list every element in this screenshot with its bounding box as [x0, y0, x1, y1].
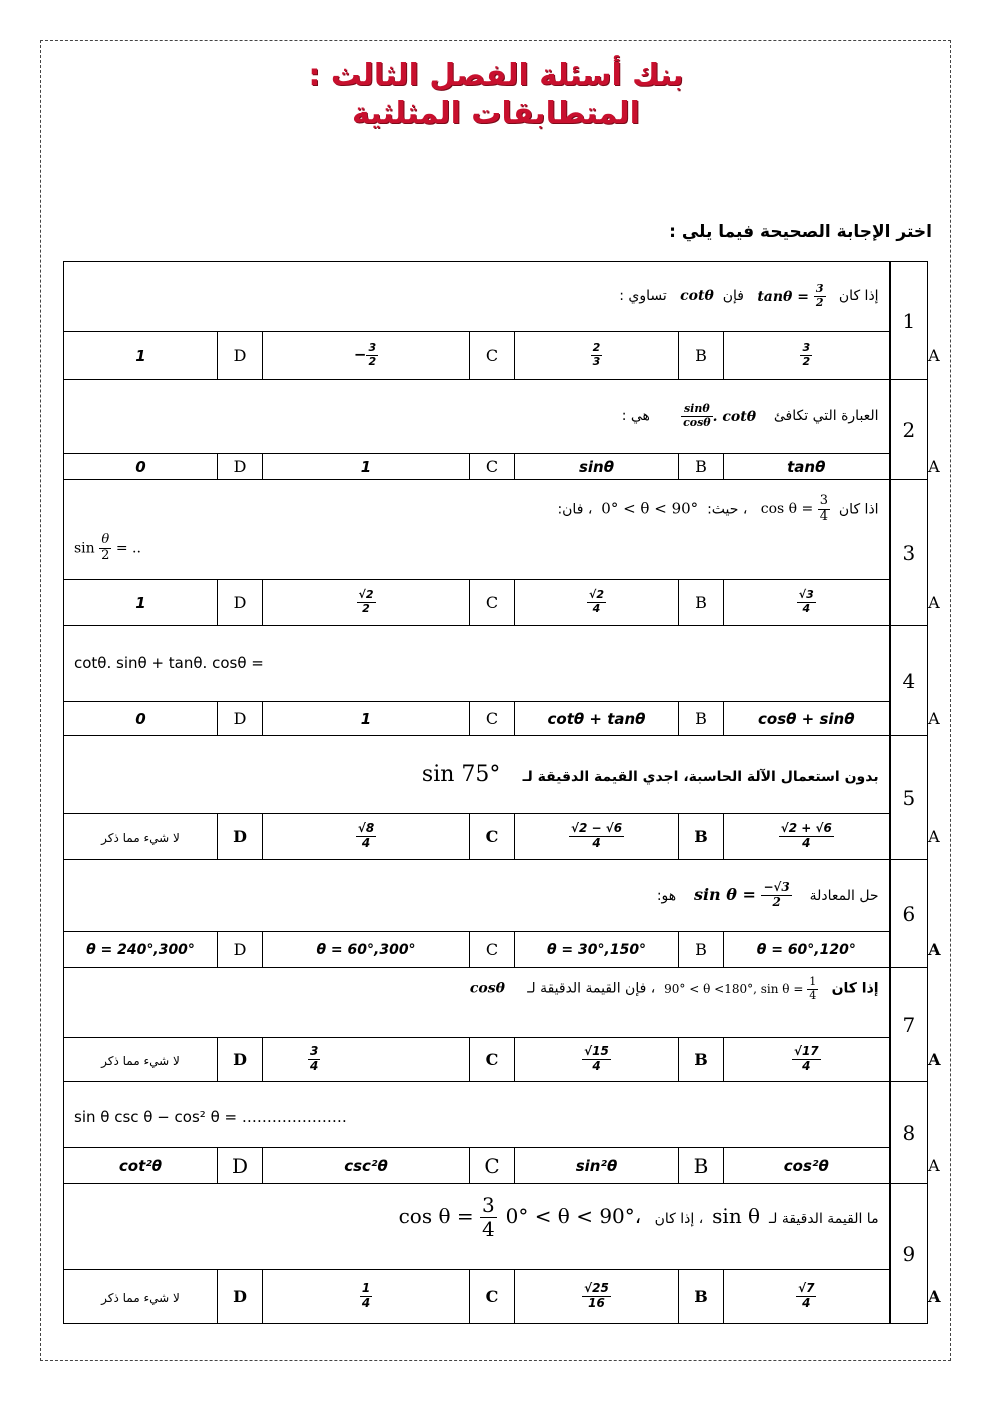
page-title: بنك أسئلة الفصل الثالث :: [308, 58, 684, 93]
option-c[interactable]: $\frac{3}{4}$: [263, 1038, 470, 1082]
option-b[interactable]: θ = 30°,150°: [515, 932, 679, 968]
option-a[interactable]: cosθ + sinθ: [724, 702, 890, 736]
option-a[interactable]: θ = 60°,120°: [724, 932, 890, 968]
instruction: اختر الإجابة الصحيحة فيما يلي :: [669, 222, 932, 242]
question-6: حل المعادلة sin θ = $\frac{-√3}{2}$ هو: 6: [64, 860, 928, 932]
question-4: cotθ. sinθ + tanθ. cosθ = 4: [64, 626, 928, 702]
page-subtitle: المتطابقات المثلثية: [352, 96, 640, 131]
option-a[interactable]: $\frac{3}{2}$: [724, 332, 890, 380]
option-a[interactable]: tanθ: [724, 454, 890, 480]
option-b[interactable]: sin²θ: [515, 1148, 679, 1184]
option-c[interactable]: 1: [263, 702, 470, 736]
option-d[interactable]: لا شيء مما ذكر: [64, 1038, 218, 1082]
questions-table: [63, 261, 941, 1324]
option-d[interactable]: cot²θ: [64, 1148, 218, 1184]
option-c[interactable]: $\frac{1}{4}$: [263, 1270, 470, 1324]
question-number: 7: [890, 968, 928, 1082]
question-5: بدون استعمال الآلة الحاسبة، اجدي القيمة الدقيقة لـ sin 75° 5: [64, 736, 928, 814]
option-c[interactable]: $\frac{√8}{4}$: [263, 814, 470, 860]
answers-3: 1 D $\frac{√2}{2}$ C $\frac{√2}{4}$ B $\frac{√3}{4}$ A: [64, 580, 928, 626]
option-d[interactable]: 0: [64, 454, 218, 480]
option-b[interactable]: $\frac{√15}{4}$: [515, 1038, 679, 1082]
option-c[interactable]: csc²θ: [263, 1148, 470, 1184]
option-a[interactable]: $\frac{√3}{4}$: [724, 580, 890, 626]
option-d[interactable]: θ = 240°,300°: [64, 932, 218, 968]
question-3: اذا كان cos θ = $\frac{3}{4}$ ، حيث: 0° < θ < 90° ، فان: sin $\frac{\theta}{2}$ = .. 3: [64, 480, 928, 580]
option-d[interactable]: 1: [64, 580, 218, 626]
question-8: sin θ csc θ − cos² θ = ………………… 8: [64, 1082, 928, 1148]
option-a[interactable]: $\frac{√17}{4}$: [724, 1038, 890, 1082]
option-c[interactable]: $\frac{√2}{2}$: [263, 580, 470, 626]
option-a[interactable]: $\frac{√7}{4}$: [724, 1270, 890, 1324]
answers-4: 0 D 1 C cotθ + tanθ B cosθ + sinθ A: [64, 702, 928, 736]
question-1: إذا كان tanθ = $\frac{3}{2}$ فإن cotθ تساوي : 1: [64, 262, 928, 332]
option-b[interactable]: cotθ + tanθ: [515, 702, 679, 736]
question-9: ما القيمة الدقيقة لـ sin θ ، إذا كان cos θ = $\frac{3}{4}$ 0° < θ < 90°، 9: [64, 1184, 928, 1270]
answers-1: 1 D − $\frac{3}{2}$ C $\frac{2}{3}$ B $\frac{3}{2}$ A: [64, 332, 928, 380]
option-c[interactable]: θ = 60°,300°: [263, 932, 470, 968]
question-number: 1: [890, 262, 928, 380]
option-b[interactable]: $\frac{√2}{4}$: [515, 580, 679, 626]
question-number: 2: [890, 380, 928, 480]
answers-2: 0 D 1 C sinθ B tanθ A: [64, 454, 928, 480]
question-number: 9: [890, 1184, 928, 1324]
answers-9: لا شيء مما ذكر D $\frac{1}{4}$ C $\frac{√25}{16}$ B $\frac{√7}{4}$ A: [64, 1270, 928, 1324]
option-b[interactable]: sinθ: [515, 454, 679, 480]
option-a[interactable]: cos²θ: [724, 1148, 890, 1184]
answers-6: θ = 240°,300° D θ = 60°,300° C θ = 30°,150° B θ = 60°,120° A: [64, 932, 928, 968]
question-number: 8: [890, 1082, 928, 1184]
question-number: 3: [890, 480, 928, 626]
question-number: 4: [890, 626, 928, 736]
question-number: 5: [890, 736, 928, 860]
option-b[interactable]: $\frac{√25}{16}$: [515, 1270, 679, 1324]
option-d[interactable]: 1: [64, 332, 218, 380]
option-d[interactable]: 0: [64, 702, 218, 736]
option-d[interactable]: لا شيء مما ذكر: [64, 814, 218, 860]
answers-8: cot²θ D csc²θ C sin²θ B cos²θ A: [64, 1148, 928, 1184]
question-7: إذا كان 90° < θ <180°, sin θ = $\frac{1}{4}$ ، فإن القيمة الدقيقة لـ cosθ 7: [64, 968, 928, 1038]
option-c[interactable]: − $\frac{3}{2}$: [263, 332, 470, 380]
question-2: العبارة التي تكافئ $\frac{\sin\theta}{\cos\theta}$ . cotθ هي : 2: [64, 380, 928, 454]
option-d[interactable]: لا شيء مما ذكر: [64, 1270, 218, 1324]
answers-7: لا شيء مما ذكر D $\frac{3}{4}$ C $\frac{√15}{4}$ B $\frac{√17}{4}$ A: [64, 1038, 928, 1082]
option-c[interactable]: 1: [263, 454, 470, 480]
option-b[interactable]: $\frac{√2 - √6}{4}$: [515, 814, 679, 860]
option-b[interactable]: $\frac{2}{3}$: [515, 332, 679, 380]
question-number: 6: [890, 860, 928, 968]
option-a[interactable]: $\frac{√2 + √6}{4}$: [724, 814, 890, 860]
answers-5: لا شيء مما ذكر D $\frac{√8}{4}$ C $\frac{√2 - √6}{4}$ B $\frac{√2 + √6}{4}$ A: [64, 814, 928, 860]
